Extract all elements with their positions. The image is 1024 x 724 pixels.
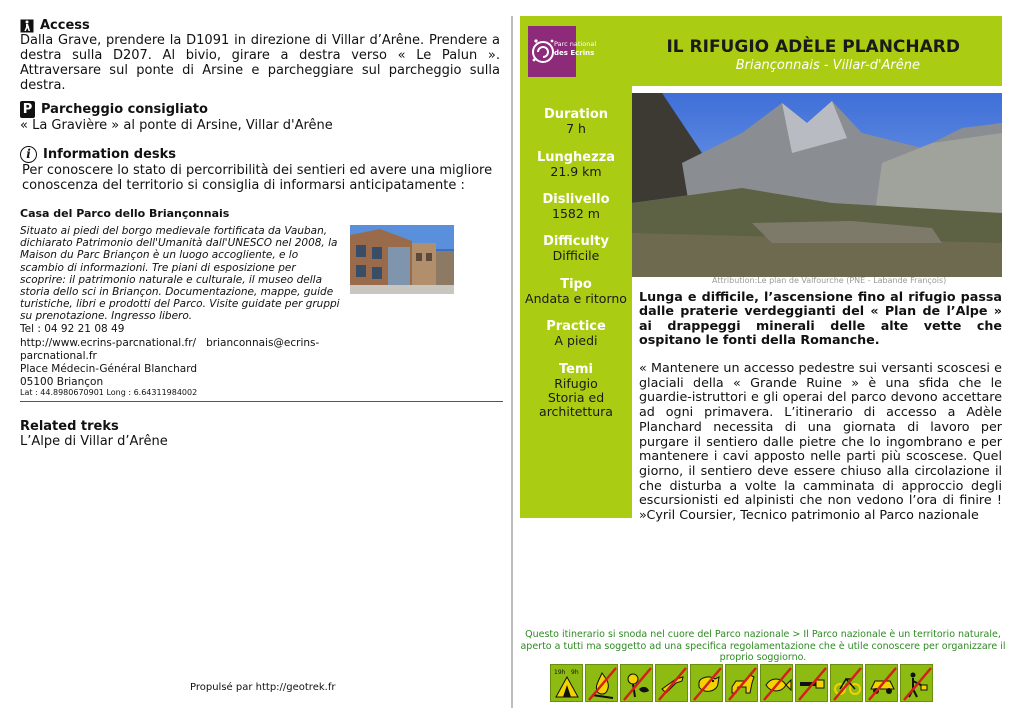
desk-address-line2: 05100 Briançon	[20, 375, 104, 388]
parking-icon: P	[20, 101, 35, 118]
no-picking-icon	[620, 664, 653, 702]
logo-text-des: des	[554, 49, 568, 57]
trek-title: IL RIFUGIO ADÈLE PLANCHARD	[666, 37, 960, 57]
no-motor-vehicles-icon	[865, 664, 898, 702]
stat-label: Duration	[543, 107, 609, 122]
stat-label: Practice	[546, 319, 606, 334]
photo-attribution: Attribution:Le plan de Valfourche (PNE - Labande François)	[712, 276, 947, 285]
trek-location: Briançonnais - Villar-d'Arêne	[735, 58, 920, 73]
desk-tel: Tel : 04 92 21 08 49	[20, 322, 125, 335]
column-divider	[511, 16, 513, 708]
parking-text: « La Gravière » al ponte di Arsine, Villar d'Arêne	[20, 118, 333, 133]
parking-heading	[20, 101, 500, 118]
desk-coordinates: Lat : 44.8980670901 Long : 6.64311984002	[20, 388, 198, 398]
stat-value: 7 h	[566, 121, 586, 136]
stat-difficulty	[520, 234, 632, 263]
stat-value: Rifugio Storia ed architettura	[539, 376, 613, 419]
no-bikes-icon	[830, 664, 863, 702]
park-regulation-note: Questo itinerario si snoda nel cuore del Parco nazionale > Il Parco nazionale è un territorio naturale, aperto a tutti ma soggetto ad una specifica regolamentazione che è utile conoscere per organizzare il proprio soggiorno.	[520, 629, 1006, 664]
desk-links	[20, 337, 320, 362]
related-trek-link[interactable]: L’Alpe di Villar d’Arêne	[20, 434, 168, 450]
park-house-photo	[350, 225, 454, 294]
logo-text-ecrins	[554, 49, 594, 57]
logo-text-park: Parc national	[554, 40, 597, 48]
logo-text-name: Ecrins	[570, 49, 595, 57]
access-heading	[20, 18, 500, 33]
stat-label: Dislivello	[542, 192, 610, 207]
stat-value: Andata e ritorno	[525, 291, 627, 306]
trek-header	[520, 16, 1002, 86]
access-text: Dalla Grave, prendere la D1091 in direzione di Villar d’Arêne. Prendere a destra sulla D207. Al bivio, girare a destra verso « Le Palun ». Attraversare sul ponte di Arsine e parcheggiare sul parcheggio sulla destra.	[20, 33, 500, 93]
park-logo	[528, 26, 597, 77]
related-title: Related treks	[20, 419, 119, 435]
left-column	[20, 18, 500, 449]
desk-name: Casa del Parco dello Briançonnais	[20, 207, 230, 220]
trek-stats-sidebar	[520, 86, 632, 518]
trek-lead: Lunga e difficile, l’ascensione fino al rifugio passa dalle praterie verdeggianti del « Plan de l’Alpe » ai drappeggi minerali delle alte vette che ospitano le fonti della Romanche.	[639, 289, 1002, 347]
stat-value: 1582 m	[552, 206, 600, 221]
stat-label: Temi	[559, 362, 593, 377]
stat-practice	[520, 319, 632, 348]
no-fire-icon	[585, 664, 618, 702]
stat-label: Tipo	[560, 277, 592, 292]
camping-hours-icon	[550, 664, 583, 702]
stat-duration	[520, 107, 632, 136]
no-fishing-icon	[760, 664, 793, 702]
stat-type	[520, 277, 632, 306]
stat-label: Difficulty	[543, 234, 609, 249]
info-icon: i	[20, 146, 37, 163]
park-rules-strip	[550, 664, 933, 702]
desk-address-line1: Place Médecin-Général Blanchard	[20, 363, 198, 376]
desk-description: Situato ai piedi del borgo medievale fortificata da Vauban, dichiarato Patrimonio dell'Umanità dall'UNESCO nel 2008, la Maison du Parc Briançon è un luogo accogliente, e lo scambio di informazioni. Tre piani di esposizione per scoprire: il patrimonio naturale e culturale, il museo della storia dello sci in Briançon. Documentazione, mappe, guide turistiche, libri e prodotti del Parco. Visite guidate per gruppi su prenotazione. Ingresso libero.	[20, 225, 340, 323]
stat-value: A piedi	[554, 333, 598, 348]
camping-end-hour: 9h	[571, 669, 579, 676]
section-divider	[20, 401, 503, 402]
stat-value: 21.9 km	[550, 164, 602, 179]
information-heading	[20, 146, 500, 163]
access-title: Access	[40, 18, 90, 33]
stat-themes	[520, 362, 632, 419]
desk-email-link[interactable]: brianconnais@ecrins-parcnational.fr	[20, 337, 320, 362]
information-text: Per conoscere lo stato di percorribilità dei sentieri ed avere una migliore conoscenza del territorio si consiglia di informarsi anticipatamente :	[22, 163, 493, 193]
camping-start-hour: 19h	[554, 669, 566, 676]
parking-title: Parcheggio consigliato	[41, 102, 208, 117]
no-hunting-icon	[655, 664, 688, 702]
no-dogs-icon	[725, 664, 758, 702]
no-disturbing-animals-icon	[690, 664, 723, 702]
no-littering-icon	[900, 664, 933, 702]
no-weapons-icon	[795, 664, 828, 702]
stat-elevation	[520, 192, 632, 221]
geotrek-footer: Propulsé par http://geotrek.fr	[190, 682, 336, 693]
information-title: Information desks	[43, 147, 177, 162]
related-heading	[20, 419, 500, 434]
trek-hero-photo	[632, 93, 1002, 277]
stat-value: Difficile	[552, 248, 600, 263]
stat-length	[520, 150, 632, 179]
stat-label: Lunghezza	[536, 150, 616, 165]
desk-web-link[interactable]: http://www.ecrins-parcnational.fr/	[20, 337, 197, 350]
hiker-icon	[20, 19, 34, 33]
desk-block	[20, 225, 500, 323]
trek-description: « Mantenere un accesso pedestre sui versanti scoscesi e glaciali della « Grande Ruine » è una sfida che le guardie-istruttori e gli operai del parco devono accettare ad ogni primavera. L’itinerario di accesso a Adèle Planchard necessita di una giornata di lavoro per purgare il sentiero dalle pietre che lo ingombrano e per mantenere i cavi apposto nelle parti più scoscese. Quel giorno, il sentiero deve essere chiuso alla circolazione il che disturba a volte la camminata di approccio degli escursionisti ed alpinisti che non vedono l’ora di finire ! »Cyril Coursier, Tecnico patrimonio al Parco nazionale	[639, 360, 1002, 523]
